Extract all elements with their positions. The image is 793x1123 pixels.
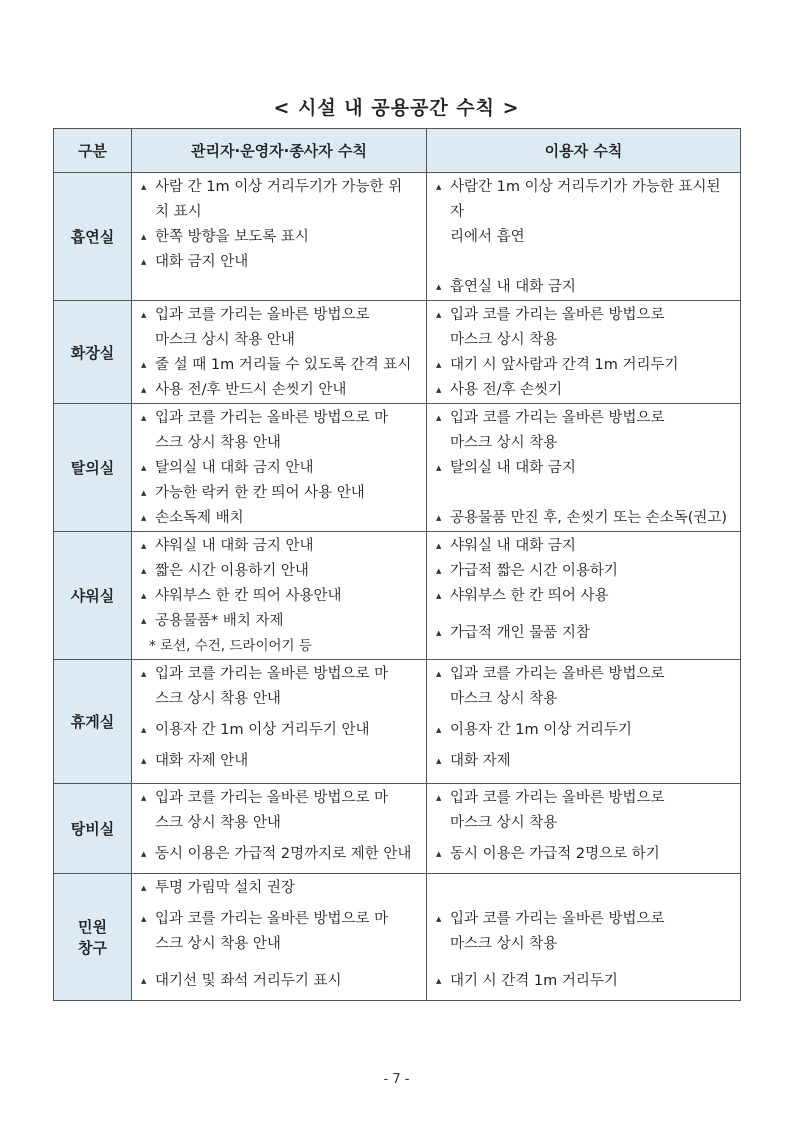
user-rules-cell xyxy=(427,660,741,784)
category-line: 민원 xyxy=(78,918,107,936)
category-cell: 탈의실 xyxy=(54,404,132,532)
spacer xyxy=(436,481,736,506)
category-cell: 흡연실 xyxy=(54,173,132,301)
rule-item: ▲ 대화 금지 안내 xyxy=(141,250,422,275)
rule-item: ▲ 흡연실 내 대화 금지 xyxy=(436,275,736,300)
category-cell: 화장실 xyxy=(54,301,132,404)
rule-item: ▲ 사용 전/후 손씻기 xyxy=(436,378,736,403)
rule-item-continued: 스크 상시 착용 안내 xyxy=(155,936,281,952)
spacer xyxy=(436,609,736,621)
category-cell: 탕비실 xyxy=(54,784,132,874)
rule-item: ▲ 줄 설 때 1m 거리둘 수 있도록 간격 표시 xyxy=(141,353,422,378)
rule-item: ▲ 입과 코를 가리는 올바른 방법으로 마 xyxy=(141,786,422,811)
manager-rules-cell xyxy=(132,173,427,301)
rule-item: ▲ 대기 시 간격 1m 거리두기 xyxy=(436,969,736,994)
table-row-pantry xyxy=(54,784,741,874)
rule-item-continued: 마스크 상시 착용 xyxy=(450,435,558,451)
rule-item: ▲ 입과 코를 가리는 올바른 방법으로 xyxy=(436,406,736,431)
rule-item-continued: 스크 상시 착용 안내 xyxy=(155,435,281,451)
rule-item: ▲ 사용 전/후 반드시 손씻기 안내 xyxy=(141,378,422,403)
rule-item: ▲ 이용자 간 1m 이상 거리두기 xyxy=(436,718,736,743)
rule-item: ▲ 사람 간 1m 이상 거리두기가 가능한 위 xyxy=(141,175,422,200)
rule-item: ▲ 입과 코를 가리는 올바른 방법으로 xyxy=(436,303,736,328)
spacer xyxy=(436,250,736,275)
table-header-row xyxy=(54,129,741,173)
rule-item: ▲ 사람간 1m 이상 거리두기가 가능한 표시된 자 xyxy=(436,175,736,225)
manager-rules-cell xyxy=(132,660,427,784)
rule-item: ▲ 동시 이용은 가급적 2명으로 하기 xyxy=(436,842,736,867)
rule-item-continued: 마스크 상시 착용 xyxy=(450,691,558,707)
footnote: * 로션, 수건, 드라이어기 등 xyxy=(149,638,312,654)
header-user-rules: 이용자 수칙 xyxy=(427,129,741,173)
manager-rules-cell xyxy=(132,301,427,404)
manager-rules-cell xyxy=(132,784,427,874)
user-rules-cell xyxy=(427,784,741,874)
table-row-shower-room xyxy=(54,532,741,660)
category-cell xyxy=(54,874,132,1001)
spacer xyxy=(141,957,422,969)
table-row-lounge xyxy=(54,660,741,784)
page-title: < 시설 내 공용공간 수칙 > xyxy=(273,97,520,119)
rule-item-continued: 마스크 상시 착용 안내 xyxy=(155,332,295,348)
rule-item-continued: 스크 상시 착용 안내 xyxy=(155,691,281,707)
rule-item: ▲ 가급적 짧은 시간 이용하기 xyxy=(436,559,736,584)
rule-item: ▲ 샤워실 내 대화 금지 안내 xyxy=(141,534,422,559)
rule-item: ▲ 대기 시 앞사람과 간격 1m 거리두기 xyxy=(436,353,736,378)
rule-item-continued: 스크 상시 착용 안내 xyxy=(155,815,281,831)
header-manager-rules: 관리자·운영자·종사자 수칙 xyxy=(132,129,427,173)
rule-item: ▲ 샤워부스 한 칸 띄어 사용 xyxy=(436,584,736,609)
rule-item: ▲ 입과 코를 가리는 올바른 방법으로 마 xyxy=(141,406,422,431)
spacer xyxy=(436,957,736,969)
manager-rules-cell xyxy=(132,874,427,1001)
rule-item: ▲ 이용자 간 1m 이상 거리두기 안내 xyxy=(141,718,422,743)
rules-table xyxy=(53,128,741,1001)
table-row-service-counter xyxy=(54,874,741,1001)
user-rules-cell xyxy=(427,301,741,404)
rule-item-continued: 마스크 상시 착용 xyxy=(450,332,558,348)
spacer xyxy=(436,876,736,901)
rule-item: ▲ 샤워부스 한 칸 띄어 사용안내 xyxy=(141,584,422,609)
rule-item: ▲ 입과 코를 가리는 올바른 방법으로 xyxy=(141,303,422,328)
rule-item: ▲ 샤워실 내 대화 금지 xyxy=(436,534,736,559)
user-rules-cell xyxy=(427,173,741,301)
rule-item: ▲ 가급적 개인 물품 지참 xyxy=(436,621,736,646)
rule-item: ▲ 가능한 락커 한 칸 띄어 사용 안내 xyxy=(141,481,422,506)
rule-item: ▲ 한쪽 방향을 보도록 표시 xyxy=(141,225,422,250)
rule-item: ▲ 대화 자제 xyxy=(436,749,736,774)
category-cell: 샤워실 xyxy=(54,532,132,660)
user-rules-cell xyxy=(427,532,741,660)
rule-item: ▲ 공용물품* 배치 자제 xyxy=(141,609,422,634)
category-line: 창구 xyxy=(78,939,107,957)
rule-item-continued: 리에서 흡연 xyxy=(450,229,525,245)
rule-item: ▲ 투명 가림막 설치 권장 xyxy=(141,876,422,901)
rule-item: ▲ 입과 코를 가리는 올바른 방법으로 xyxy=(436,662,736,687)
rule-item: ▲ 입과 코를 가리는 올바른 방법으로 xyxy=(436,786,736,811)
category-cell: 휴게실 xyxy=(54,660,132,784)
rule-item-continued: 마스크 상시 착용 xyxy=(450,936,558,952)
table-row-restroom xyxy=(54,301,741,404)
rule-item: ▲ 탈의실 내 대화 금지 안내 xyxy=(141,456,422,481)
user-rules-cell xyxy=(427,874,741,1001)
manager-rules-cell xyxy=(132,532,427,660)
rule-item-continued: 마스크 상시 착용 xyxy=(450,815,558,831)
rule-item: ▲ 탈의실 내 대화 금지 xyxy=(436,456,736,481)
rule-item: ▲ 짧은 시간 이용하기 안내 xyxy=(141,559,422,584)
table-row-locker-room xyxy=(54,404,741,532)
page-number: - 7 - xyxy=(383,1072,410,1087)
rule-item-continued: 치 표시 xyxy=(155,204,202,220)
user-rules-cell xyxy=(427,404,741,532)
rule-item: ▲ 입과 코를 가리는 올바른 방법으로 마 xyxy=(141,907,422,932)
rule-item: ▲ 입과 코를 가리는 올바른 방법으로 마 xyxy=(141,662,422,687)
header-category: 구분 xyxy=(54,129,132,173)
manager-rules-cell xyxy=(132,404,427,532)
table-row-smoking-room xyxy=(54,173,741,301)
rule-item: ▲ 동시 이용은 가급적 2명까지로 제한 안내 xyxy=(141,842,422,867)
rule-item: ▲ 공용물품 만진 후, 손씻기 또는 손소독(권고) xyxy=(436,506,736,531)
rule-item: ▲ 대화 자제 안내 xyxy=(141,749,422,774)
rule-item: ▲ 손소독제 배치 xyxy=(141,506,422,531)
rule-item: ▲ 입과 코를 가리는 올바른 방법으로 xyxy=(436,907,736,932)
rule-item: ▲ 대기선 및 좌석 거리두기 표시 xyxy=(141,969,422,994)
